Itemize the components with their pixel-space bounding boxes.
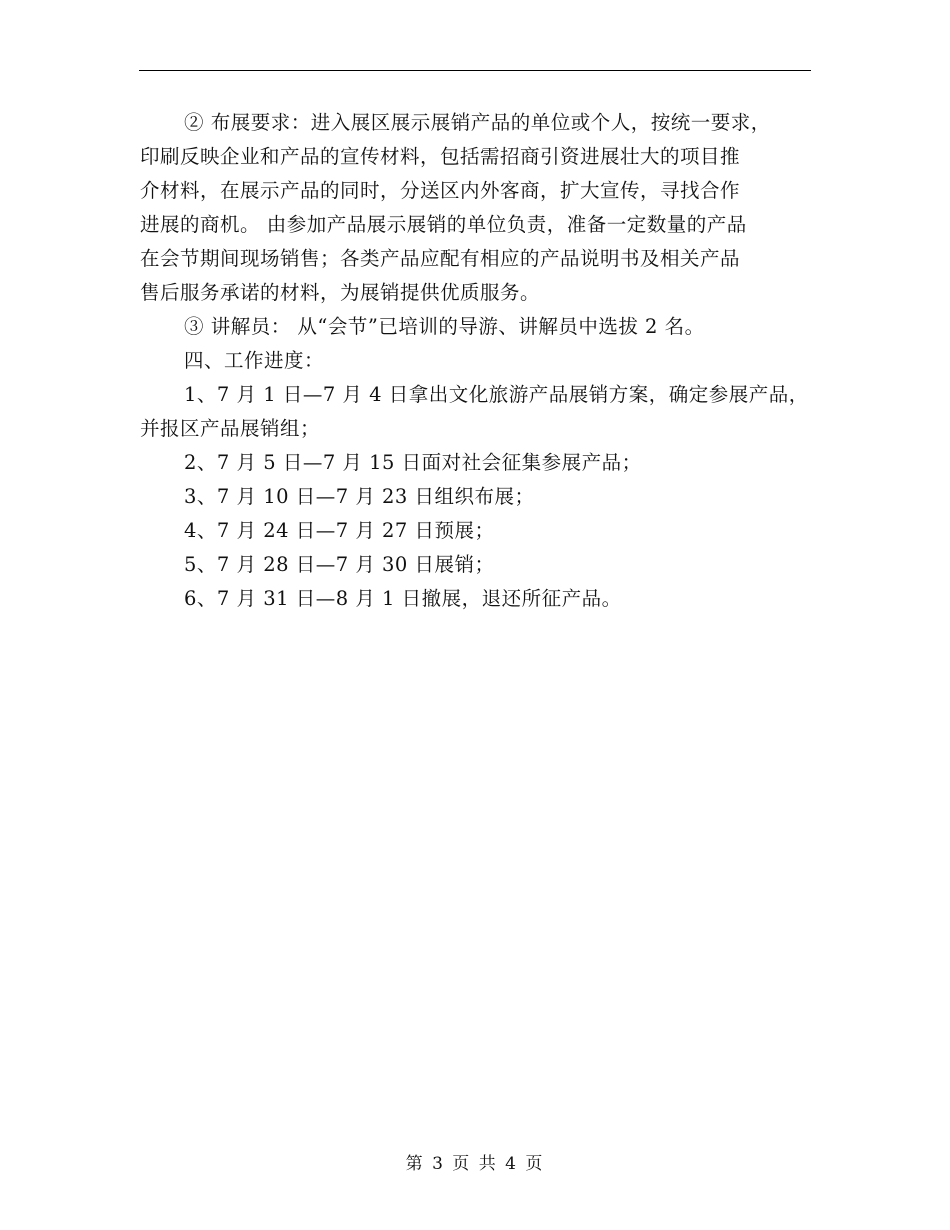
paragraph-line: 进展的商机。 由参加产品展示展销的单位负责，准备一定数量的产品 <box>140 213 747 236</box>
schedule-item-continuation: 并报区产品展销组； <box>140 417 321 440</box>
paragraph-line: 介材料，在展示产品的同时，分送区内外客商，扩大宣传，寻找合作 <box>140 179 741 202</box>
schedule-item: 1、7 月 1 日—7 月 4 日拿出文化旅游产品展销方案，确定参展产品， <box>184 383 809 406</box>
paragraph-line: 印刷反映企业和产品的宣传材料，包括需招商引资进展壮大的项目推 <box>140 145 741 168</box>
paragraph-line: 在会节期间现场销售；各类产品应配有相应的产品说明书及相关产品 <box>140 247 741 270</box>
schedule-item: 2、7 月 5 日—7 月 15 日面对社会征集参展产品； <box>184 451 642 474</box>
header-rule <box>139 70 811 71</box>
schedule-item: 5、7 月 28 日—7 月 30 日展销； <box>184 553 495 576</box>
schedule-item: 3、7 月 10 日—7 月 23 日组织布展； <box>184 485 535 508</box>
schedule-item: 6、7 月 31 日—8 月 1 日撤展，退还所征产品。 <box>184 587 622 610</box>
paragraph-line: ③ 讲解员： 从“会节”已培训的导游、讲解员中选拔 2 名。 <box>184 315 705 338</box>
page-number-footer: 第 3 页 共 4 页 <box>405 1154 545 1174</box>
paragraph-line: 售后服务承诺的材料，为展销提供优质服务。 <box>140 281 541 304</box>
section-heading: 四、工作进度： <box>184 349 325 372</box>
paragraph-line: ② 布展要求：进入展区展示展销产品的单位或个人，按统一要求， <box>184 111 771 134</box>
document-body <box>140 106 830 616</box>
schedule-item: 4、7 月 24 日—7 月 27 日预展； <box>184 519 495 542</box>
